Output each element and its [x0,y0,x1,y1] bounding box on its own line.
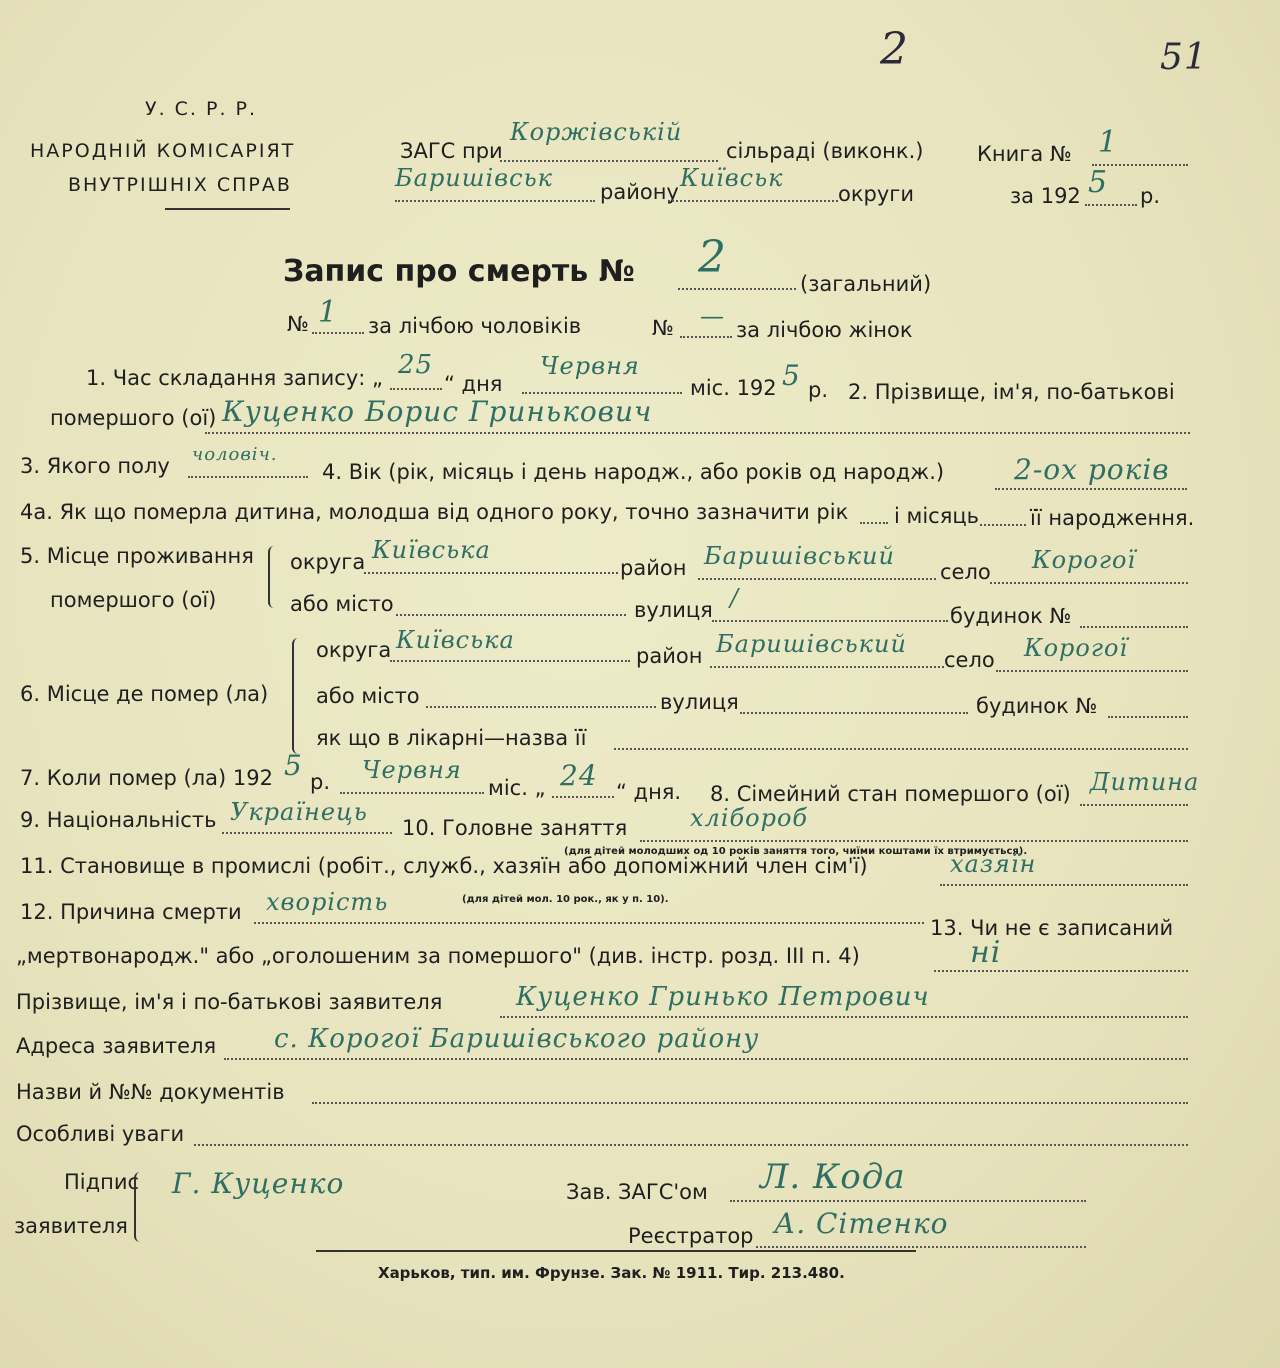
book-value: 1 [1098,125,1119,160]
f6-rayon-line [710,666,944,668]
f5-rayon-line [698,578,936,580]
f13-value: ні [970,935,1002,970]
f5-label: 5. Місце проживання [20,544,254,568]
women-label: за лічбою жінок [736,318,913,342]
registrar-signature: А. Сітенко [774,1207,949,1240]
applicant-name-line [500,1016,1188,1018]
f6-okruha-line [390,660,630,662]
f5-selo-line [990,582,1188,584]
republic-header: У. С. Р. Р. [145,98,258,120]
head-line [730,1200,1086,1202]
f5-vulytsia-line [712,620,948,622]
f13-label: 13. Чи не є записаний [930,916,1174,940]
f4a-month-line [980,524,1026,526]
applicant-name-value: Куценко Гринько Петрович [516,982,930,1012]
f7-month: Червня [362,756,462,784]
year-line [1085,204,1137,206]
f13-label2: „мертвонародж." або „оголошеним за помершого" (див. інстр. розд. III п. 4) [16,944,860,968]
record-number-line [678,288,796,290]
f5-misto-line [396,614,626,616]
f4a-year-line [860,522,888,524]
f8-label: 8. Сімейний стан помершого (ої) [710,782,1071,806]
notes-label: Особливі уваги [16,1122,185,1146]
men-label: за лічбою чоловіків [368,314,582,338]
commissariat-line2: ВНУТРІШНІХ СПРАВ [68,174,292,196]
record-title: Запис про смерть № [283,254,635,289]
f5-okruha-line [364,572,618,574]
applicant-signature: Г. Куценко [172,1167,345,1200]
f6-rayon-value: Баришівський [716,630,907,658]
f6-rayon-label: район [636,644,703,668]
f9-label: 9. Національність [20,808,217,832]
f1-year-suffix: р. [808,378,829,402]
f5-bracket [268,546,278,608]
f2-value: Куценко Борис Гринькович [222,395,653,428]
registrar-line [756,1246,1086,1248]
applicant-address-value: с. Корогої Баришівського району [274,1024,760,1054]
f6-selo-value: Корогої [1024,634,1129,662]
f7-year: 5 [284,749,303,782]
f5-rayon-label: район [620,556,687,580]
f5-selo-value: Корогої [1032,546,1137,574]
f7-day-line [552,796,614,798]
f4a-label-part1: 4а. Як що померла дитина, молодша від одного року, точно зазначити рік [20,500,849,524]
record-number: 2 [698,232,727,283]
f4a-label-part3: її народження. [1030,506,1195,530]
f10-note: (для дітей молодших од 10 років заняття того, чиїми коштами їх втримується). [564,846,1028,857]
folio-number: 51 [1160,37,1208,78]
women-number: — [700,302,725,330]
general-label: (загальний) [800,272,932,296]
book-label: Книга № [977,142,1072,166]
f6-likarnia-line [614,748,1188,750]
f1-month-label: міс. 192 [690,376,777,400]
village-council-value: Коржівській [510,118,683,146]
men-prefix: № [287,312,309,336]
village-council-line [500,160,718,162]
f6-budynok-label: будинок № [976,694,1098,718]
f5-rayon-value: Баришівський [704,542,895,570]
signature-bracket [134,1172,144,1242]
men-line [312,332,364,334]
f1-month-line [522,392,682,394]
applicant-address-line [224,1058,1188,1060]
f6-selo-line [996,670,1188,672]
f12-value: хворість [266,888,389,916]
f7-month-label: міс. „ [488,776,546,800]
f11-line [940,884,1188,886]
f3-label: 3. Якого полу [20,454,170,478]
f5-okruha-label: округа [290,550,366,574]
f5-label2: помершого (ої) [50,588,217,612]
f8-value: Дитина [1090,768,1200,796]
f6-misto-label: або місто [316,684,420,708]
f7-day-label: “ дня. [616,780,682,804]
documents-label: Назви й №№ документів [16,1080,285,1104]
f11-label: 11. Становище в промислі (робіт., служб., хазяїн або допоміжний член сім'ї) [20,854,868,878]
f1-day-label: “ дня [444,372,503,396]
f6-okruha-label: округа [316,638,392,662]
f3-line [188,476,308,478]
footer-rule [316,1250,916,1252]
f5-okruha-value: Київська [372,536,491,564]
notes-line [194,1144,1188,1146]
f10-value: хлібороб [690,804,809,832]
f6-label: 6. Місце де помер (ла) [20,682,269,706]
header-underline [165,208,290,210]
district-value: Баришівськ [395,164,553,192]
f4a-label-part2: і місяць [894,504,980,528]
applicant-name-label: Прізвище, ім'я і по-батькові заявителя [16,990,443,1014]
applicant-signature-label2: заявителя [14,1214,128,1238]
f12-line [254,922,924,924]
f6-okruha-value: Київська [396,626,515,654]
zags-label: ЗАГС при [400,139,503,163]
head-label: Зав. ЗАГС'ом [566,1180,708,1204]
f5-selo-label: село [940,560,991,584]
documents-line [312,1102,1188,1104]
f1-label: 1. Час складання запису: „ [86,366,383,390]
f4-line [995,488,1187,490]
f1-day-line [390,388,442,390]
f11-value: хазяїн [950,850,1037,878]
f9-line [222,832,392,834]
f7-day: 24 [560,759,598,792]
f5-budynok-label: будинок № [950,604,1072,628]
okruha-label: округи [838,182,914,206]
applicant-signature-label1: Підпис [64,1170,140,1194]
f7-year-suffix: р. [310,770,331,794]
district-line [395,200,595,202]
applicant-address-label: Адреса заявителя [16,1034,217,1058]
f3-value: чоловіч. [192,444,278,465]
f1-day: 25 [398,350,434,380]
women-line [680,336,732,338]
f10-label: 10. Головне заняття [402,816,628,840]
f6-misto-line [426,706,656,708]
year-label: за 192 [1010,184,1081,208]
f9-value: Українець [230,798,368,826]
district-label: району [600,180,679,204]
f10-line [640,840,1188,842]
f6-selo-label: село [944,648,995,672]
year-suffix: р. [1140,184,1161,208]
f2-line [205,432,1190,434]
f5-misto-label: або місто [290,592,394,616]
f13-line [934,970,1188,972]
f12-label: 12. Причина смерти [20,900,242,924]
head-signature: Л. Кода [760,1157,906,1197]
f2-label: 2. Прізвище, ім'я, по-батькові [848,380,1175,404]
f5-vulytsia-label: вулиця [634,598,713,622]
page-number: 2 [880,24,909,75]
year-value: 5 [1088,165,1109,200]
okruha-value: Київськ [680,164,784,192]
f1-month: Червня [540,352,640,380]
f12-note: (для дітей мол. 10 рок., як у п. 10). [462,894,669,905]
registrar-label: Реєстратор [628,1224,754,1248]
f8-line [1080,804,1188,806]
f4-value: 2-ох років [1014,453,1170,486]
women-prefix: № [652,316,674,340]
f7-label: 7. Коли помер (ла) 192 [20,766,273,790]
okruha-line [668,200,838,202]
f6-budynok-line [1108,716,1188,718]
print-info: Харьков, тип. им. Фрунзе. Зак. № 1911. Тир. 213.480. [378,1264,845,1282]
village-council-label: сільраді (виконк.) [726,139,924,163]
f6-likarnia-label: як що в лікарні—назва її [316,726,587,750]
f6-vulytsia-line [740,712,968,714]
commissariat-line1: НАРОДНІЙ КОМІСАРІЯТ [30,140,296,162]
f5-budynok-line [1080,626,1188,628]
f4-label: 4. Вік (рік, місяць і день народж., або років од народж.) [322,460,945,484]
f5-vulytsia-value: / [730,584,740,612]
f6-bracket [292,638,302,754]
f6-vulytsia-label: вулиця [660,690,739,714]
f1-year: 5 [782,359,801,392]
f2-label2: помершого (ої) [50,406,217,430]
f7-month-line [340,792,484,794]
men-number: 1 [318,295,339,330]
